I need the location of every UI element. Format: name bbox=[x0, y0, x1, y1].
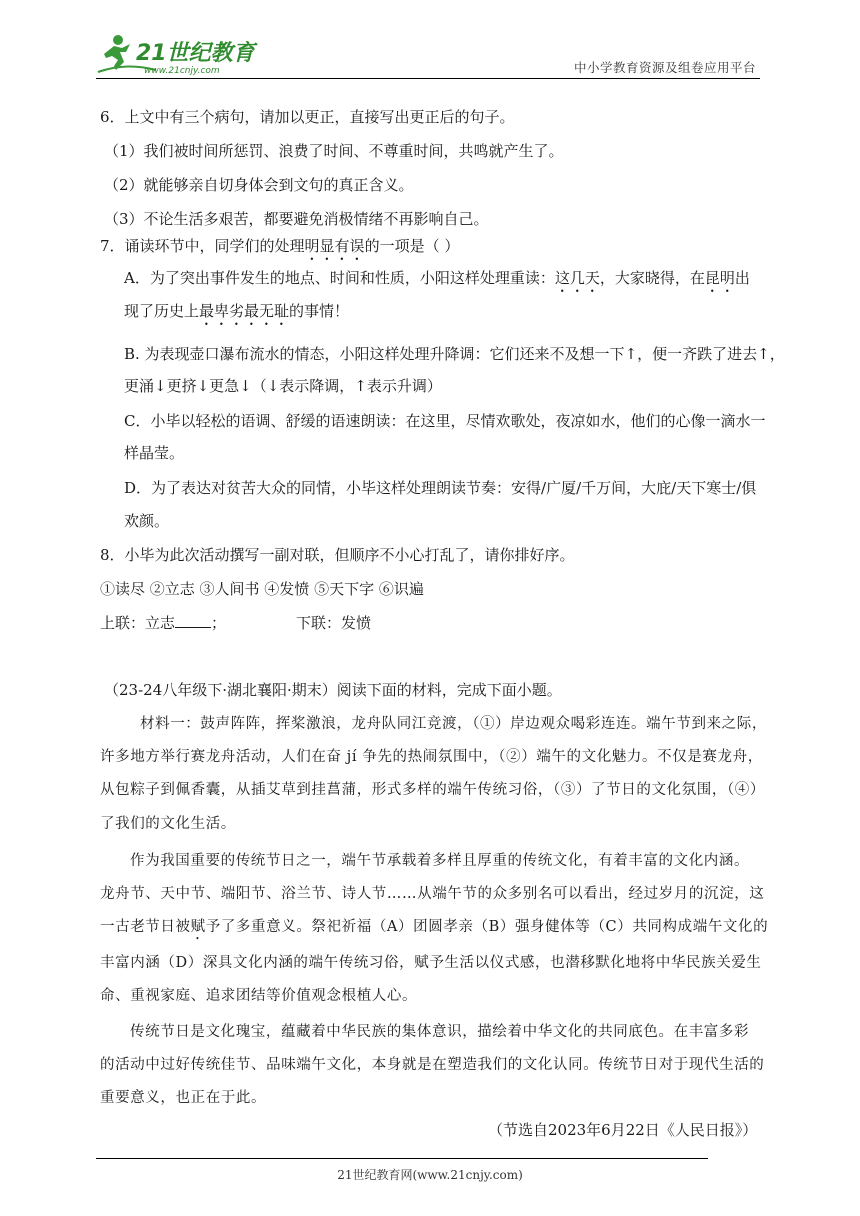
passage-p2-line3-pre: 一古老节日被 bbox=[100, 919, 191, 935]
passage-p1-line1: 材料一：鼓声阵阵，挥桨激浪，龙舟队同江竞渡，（①）岸边观众喝彩连连。端午节到来之际， bbox=[140, 716, 767, 732]
passage-p2-line5: 命、重视家庭、追求团结等价值观念根植人心。 bbox=[100, 988, 418, 1004]
q7-option-d-line2: 欢颜。 bbox=[124, 512, 170, 530]
q8-title: 8．小毕为此次活动撰写一副对联，但顺序不小心打乱了，请你排好序。 bbox=[100, 546, 575, 564]
footer-text[interactable]: 21世纪教育网(www.21cnjy.com) bbox=[337, 1168, 523, 1182]
q6-item-2: （2）就能够亲自切身体会到文句的真正含义。 bbox=[104, 176, 414, 194]
passage-intro: （23-24八年级下·湖北襄阳·期末）阅读下面的材料，完成下面小题。 bbox=[104, 681, 562, 699]
passage-p2-line2: 龙舟节、天中节、端阳节、浴兰节、诗人节……从端午节的众多别名可以看出，经过岁月的沉淀，这 bbox=[100, 886, 765, 902]
runner-logo-icon bbox=[96, 32, 266, 76]
logo-url-text: www.21cnjy.com bbox=[144, 66, 220, 76]
q7-a-text: A．为了突出事件发生的地点、时间和性质，小阳这样处理重读： bbox=[124, 269, 555, 287]
q8-upper-blank[interactable] bbox=[175, 613, 211, 628]
site-logo[interactable] bbox=[96, 32, 266, 76]
header-platform-text: 中小学教育资源及组卷应用平台 bbox=[573, 60, 756, 75]
q7-option-d-line1: D．为了表达对贫苦大众的同情，小毕这样处理朗读节奏：安得/广厦/千万间，大庇/天下寒士/俱 bbox=[124, 479, 757, 497]
passage-p2-line3-post: 予了多重意义。祭祀祈福（A）团圆孝亲（B）强身健体等（C）共同构成端午文化的 bbox=[205, 919, 769, 935]
q7-option-b-line2: 更涌↓更挤↓更急↓（↓表示降调，↑表示升调） bbox=[124, 377, 442, 395]
logo-text: 21世纪教育 bbox=[136, 41, 255, 66]
q7-title-post: 的一项是（ ） bbox=[364, 237, 460, 255]
passage-p2-line3 bbox=[100, 917, 768, 943]
q7-option-a-line2 bbox=[124, 301, 349, 329]
q7-option-c-line1: C．小毕以轻松的语调、舒缓的语速朗读：在这里，尽情欢歌处，夜凉如水，他们的心像一滴水一 bbox=[124, 412, 766, 430]
q7-a-emphasis-1: 这几天 bbox=[554, 269, 600, 287]
q7-option-c-line2: 样晶莹。 bbox=[124, 444, 185, 462]
q7-title bbox=[100, 236, 459, 264]
q7-a2-text-end: 的事情！ bbox=[289, 302, 350, 320]
q7-option-b-line1: B. 为表现壶口瀑布流水的情态，小阳这样处理升降调：它们还来不及想一下↑，便一齐跌了进去↑， bbox=[124, 345, 785, 363]
q7-a-text-end: 出 bbox=[734, 269, 750, 287]
passage-p3-line2: 的活动中过好传统佳节、品味端午文化，本身就是在塑造我们的文化认同。传统节日对于现代生活的 bbox=[100, 1057, 765, 1073]
q8-options: ①读尽 ②立志 ③人间书 ④发愤 ⑤天下字 ⑥识遍 bbox=[100, 580, 424, 598]
passage-p1-line2: 许多地方举行赛龙舟活动，人们在奋 jí 争先的热闹氛围中，（②）端午的文化魅力。不仅是赛龙舟， bbox=[100, 749, 763, 765]
q6-item-3: （3）不论生活多艰苦，都要避免消极情绪不再影响自己。 bbox=[104, 210, 489, 228]
q6-title: 6．上文中有三个病句，请加以更正，直接写出更正后的句子。 bbox=[100, 108, 515, 126]
q7-title-emphasis: 明显有误 bbox=[304, 237, 365, 255]
passage-p1-line4: 了我们的文化生活。 bbox=[100, 816, 236, 832]
passage-p1-line3: 从包粽子到佩香囊，从插艾草到挂菖蒲，形式多样的端午传统习俗，（③）了节日的文化氛围，（④） bbox=[100, 782, 765, 798]
passage-p2-line1: 作为我国重要的传统节日之一，端午节承载着多样且厚重的传统文化，有着丰富的文化内涵。 bbox=[130, 853, 750, 869]
q6-item-1: （1）我们被时间所惩罚、浪费了时间、不尊重时间，共鸣就产生了。 bbox=[104, 142, 564, 160]
q8-upper-label: 上联：立志 bbox=[100, 614, 176, 632]
q8-upper-end: ； bbox=[211, 614, 227, 632]
passage-p3-line1: 传统节日是文化瑰宝，蕴藏着中华民族的集体意识，描绘着中华文化的共同底色。在丰富多彩 bbox=[130, 1024, 750, 1040]
page-header bbox=[96, 32, 760, 79]
q7-a-text-mid: ，大家晓得，在 bbox=[599, 269, 705, 287]
passage-p2-line4: 丰富内涵（D）深具文化内涵的端午传统习俗，赋予生活以仪式感，也潜移默化地将中华民族关爱生 bbox=[100, 955, 762, 971]
q7-a2-text: 现了历史上 bbox=[124, 302, 200, 320]
footer-divider bbox=[96, 1158, 708, 1159]
q7-title-pre: 7．诵读环节中，同学们的处理 bbox=[100, 237, 305, 255]
passage-source: （节选自2023年6月22日《人民日报》） bbox=[488, 1121, 758, 1139]
q7-a-emphasis-2: 昆明 bbox=[704, 269, 735, 287]
passage-p2-emphasis: 赋 bbox=[190, 919, 206, 935]
passage-p3-line3: 重要意义，也正在于此。 bbox=[100, 1090, 267, 1106]
q8-couplet-upper bbox=[100, 613, 226, 633]
q7-a2-emphasis: 最卑劣最无耻 bbox=[199, 302, 290, 320]
q8-couplet-lower: 下联：发愤 bbox=[296, 614, 372, 632]
q7-option-a-line1 bbox=[124, 268, 750, 296]
